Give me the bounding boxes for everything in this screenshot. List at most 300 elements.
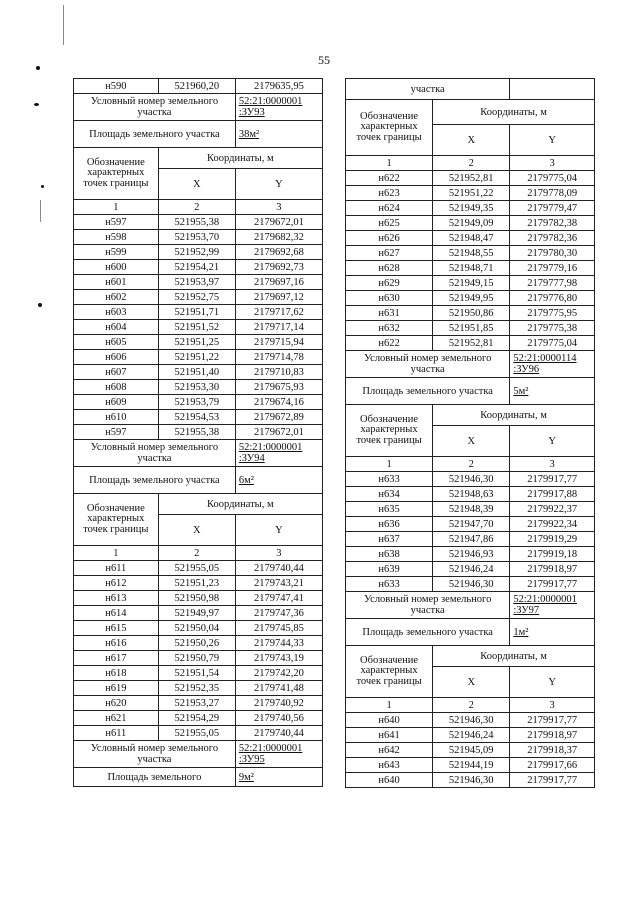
coord-y: 2179775,95 xyxy=(510,306,595,321)
scan-dot xyxy=(41,185,44,188)
right-column xyxy=(345,78,595,788)
area-label: Площадь земельного участка xyxy=(346,619,510,646)
area-value: 1м² xyxy=(510,619,595,646)
coord-x: 521955,05 xyxy=(158,561,235,576)
designation-header: Обозначение характерных точек границы xyxy=(74,494,159,546)
scan-dot xyxy=(38,303,42,307)
coord-y: 2179782,38 xyxy=(510,216,595,231)
coord-y: 2179918,37 xyxy=(510,743,595,758)
coord-y: 2179922,37 xyxy=(510,502,595,517)
col-num: 1 xyxy=(346,457,433,472)
coord-x: 521949,35 xyxy=(433,201,510,216)
cond-number-label: Условный номер земельного участка xyxy=(346,592,510,619)
point-id: н607 xyxy=(74,365,159,380)
coord-x: 521949,15 xyxy=(433,276,510,291)
coord-x: 521951,71 xyxy=(158,305,235,320)
left-column xyxy=(73,78,323,787)
table-row xyxy=(346,517,595,532)
table-row xyxy=(74,320,323,335)
table-row xyxy=(74,275,323,290)
coord-x: 521950,79 xyxy=(158,651,235,666)
point-id: н590 xyxy=(74,79,159,94)
point-id: н638 xyxy=(346,547,433,562)
coord-y: 2179697,12 xyxy=(235,290,322,305)
table-row xyxy=(74,425,323,440)
coord-x: 521951,40 xyxy=(158,365,235,380)
coord-x: 521946,24 xyxy=(433,562,510,577)
coords-header: Координаты, м xyxy=(158,148,322,169)
table-row xyxy=(346,231,595,246)
scan-dot xyxy=(36,66,40,70)
point-id: н632 xyxy=(346,321,433,336)
coord-y: 2179692,68 xyxy=(235,245,322,260)
coord-y: 2179682,32 xyxy=(235,230,322,245)
point-id: н618 xyxy=(74,666,159,681)
point-id: н637 xyxy=(346,532,433,547)
point-id: н622 xyxy=(346,336,433,351)
table-row xyxy=(74,305,323,320)
col-num: 1 xyxy=(346,698,433,713)
point-id: н640 xyxy=(346,773,433,788)
coord-y: 2179672,01 xyxy=(235,215,322,230)
table-row xyxy=(346,171,595,186)
table-row xyxy=(74,79,323,94)
y-header: Y xyxy=(235,515,322,546)
coord-x: 521948,39 xyxy=(433,502,510,517)
coord-y: 2179672,89 xyxy=(235,410,322,425)
point-id: н627 xyxy=(346,246,433,261)
area-label: Площадь земельного участка xyxy=(74,467,236,494)
table-row xyxy=(346,321,595,336)
designation-header: Обозначение характерных точек границы xyxy=(74,148,159,200)
coord-x: 521951,25 xyxy=(158,335,235,350)
coord-y: 2179745,85 xyxy=(235,621,322,636)
point-id: н621 xyxy=(74,711,159,726)
area-row xyxy=(74,467,323,494)
table-row xyxy=(346,201,595,216)
x-header: X xyxy=(433,426,510,457)
cadastral-number: 52:21:0000114 :ЗУ96 xyxy=(510,351,595,378)
continuation-label: участка xyxy=(346,79,510,100)
table-row xyxy=(346,547,595,562)
table-row xyxy=(74,636,323,651)
col-num: 2 xyxy=(433,156,510,171)
point-id: н613 xyxy=(74,591,159,606)
page-number: 55 xyxy=(318,53,330,67)
table-row xyxy=(346,743,595,758)
coord-y: 2179740,44 xyxy=(235,726,322,741)
point-id: н605 xyxy=(74,335,159,350)
coord-x: 521948,63 xyxy=(433,487,510,502)
area-row xyxy=(346,619,595,646)
table-row xyxy=(346,291,595,306)
coord-x: 521955,38 xyxy=(158,425,235,440)
point-id: н622 xyxy=(346,171,433,186)
point-id: н611 xyxy=(74,726,159,741)
coord-x: 521951,22 xyxy=(433,186,510,201)
header-row xyxy=(74,494,323,515)
point-id: н615 xyxy=(74,621,159,636)
coord-x: 521946,93 xyxy=(433,547,510,562)
coord-x: 521951,52 xyxy=(158,320,235,335)
area-label: Площадь земельного xyxy=(74,768,236,787)
point-id: н606 xyxy=(74,350,159,365)
coord-x: 521955,38 xyxy=(158,215,235,230)
point-id: н609 xyxy=(74,395,159,410)
coord-y: 2179674,16 xyxy=(235,395,322,410)
coord-x: 521953,79 xyxy=(158,395,235,410)
coord-y: 2179714,78 xyxy=(235,350,322,365)
point-id: н617 xyxy=(74,651,159,666)
point-id: н624 xyxy=(346,201,433,216)
col-num: 1 xyxy=(74,546,159,561)
coord-y: 2179697,16 xyxy=(235,275,322,290)
x-header: X xyxy=(433,667,510,698)
point-id: н623 xyxy=(346,186,433,201)
table-row xyxy=(346,336,595,351)
coord-x: 521948,71 xyxy=(433,261,510,276)
coord-y: 2179717,14 xyxy=(235,320,322,335)
table-row xyxy=(74,561,323,576)
y-header: Y xyxy=(235,169,322,200)
coord-x: 521952,81 xyxy=(433,171,510,186)
table-row xyxy=(74,290,323,305)
coord-y: 2179747,41 xyxy=(235,591,322,606)
coord-x: 521950,26 xyxy=(158,636,235,651)
table-row xyxy=(74,681,323,696)
coord-y: 2179778,09 xyxy=(510,186,595,201)
coord-x: 521953,97 xyxy=(158,275,235,290)
coord-x: 521946,30 xyxy=(433,472,510,487)
point-id: н611 xyxy=(74,561,159,576)
coord-x: 521954,21 xyxy=(158,260,235,275)
coord-x: 521954,53 xyxy=(158,410,235,425)
coords-header: Координаты, м xyxy=(158,494,322,515)
table-row xyxy=(346,261,595,276)
coord-x: 521947,70 xyxy=(433,517,510,532)
point-id: н643 xyxy=(346,758,433,773)
designation-header: Обозначение характерных точек границы xyxy=(346,646,433,698)
point-id: н641 xyxy=(346,728,433,743)
table-row xyxy=(346,487,595,502)
table-row xyxy=(74,245,323,260)
coord-x: 521951,23 xyxy=(158,576,235,591)
point-id: н630 xyxy=(346,291,433,306)
table-row xyxy=(346,728,595,743)
point-id: н602 xyxy=(74,290,159,305)
continuation-row xyxy=(346,79,595,100)
left-table xyxy=(73,78,323,440)
coords-header: Координаты, м xyxy=(433,100,595,125)
coord-x: 521951,22 xyxy=(158,350,235,365)
table-row xyxy=(74,365,323,380)
area-label: Площадь земельного участка xyxy=(74,121,236,148)
table-row xyxy=(74,606,323,621)
table-row xyxy=(346,502,595,517)
area-value: 6м² xyxy=(235,467,322,494)
coord-y: 2179917,77 xyxy=(510,577,595,592)
coord-x: 521949,09 xyxy=(433,216,510,231)
coord-x: 521944,19 xyxy=(433,758,510,773)
table-row xyxy=(74,621,323,636)
point-id: н631 xyxy=(346,306,433,321)
coord-x: 521952,81 xyxy=(433,336,510,351)
coord-y: 2179743,19 xyxy=(235,651,322,666)
point-id: н634 xyxy=(346,487,433,502)
point-id: н610 xyxy=(74,410,159,425)
col-num: 3 xyxy=(510,156,595,171)
table-row xyxy=(346,713,595,728)
x-header: X xyxy=(158,169,235,200)
coord-x: 521953,27 xyxy=(158,696,235,711)
coord-y: 2179740,44 xyxy=(235,561,322,576)
table-row xyxy=(74,260,323,275)
cond-number-row xyxy=(74,440,323,467)
point-id: н608 xyxy=(74,380,159,395)
coord-x: 521952,75 xyxy=(158,290,235,305)
coord-y: 2179692,73 xyxy=(235,260,322,275)
scan-dot xyxy=(34,103,39,106)
area-value: 5м² xyxy=(510,378,595,405)
coord-x: 521950,98 xyxy=(158,591,235,606)
right-table xyxy=(345,78,595,788)
cadastral-number: 52:21:0000001 :ЗУ94 xyxy=(235,440,322,467)
point-id: н616 xyxy=(74,636,159,651)
table-row xyxy=(346,472,595,487)
coord-x: 521945,09 xyxy=(433,743,510,758)
table-row xyxy=(74,350,323,365)
point-id: н598 xyxy=(74,230,159,245)
col-num: 3 xyxy=(510,698,595,713)
table-row xyxy=(74,215,323,230)
cadastral-number: 52:21:0000001 :ЗУ95 xyxy=(235,741,322,768)
coord-y: 2179715,94 xyxy=(235,335,322,350)
coord-y: 2179917,77 xyxy=(510,773,595,788)
table-row xyxy=(74,591,323,606)
coord-y: 2179675,93 xyxy=(235,380,322,395)
cond-number-row xyxy=(346,592,595,619)
header-row xyxy=(346,646,595,667)
cond-number-row xyxy=(74,741,323,768)
coord-y: 2179919,29 xyxy=(510,532,595,547)
point-id: н597 xyxy=(74,215,159,230)
designation-header: Обозначение характерных точек границы xyxy=(346,405,433,457)
point-id: н614 xyxy=(74,606,159,621)
table-row xyxy=(74,380,323,395)
coord-x: 521949,97 xyxy=(158,606,235,621)
cadastral-number: 52:21:0000001 :ЗУ93 xyxy=(235,94,322,121)
table-row xyxy=(74,410,323,425)
coord-x: 521954,29 xyxy=(158,711,235,726)
coord-x: 521946,24 xyxy=(433,728,510,743)
point-id: н601 xyxy=(74,275,159,290)
area-row xyxy=(346,378,595,405)
table-row xyxy=(346,758,595,773)
coord-y: 2179741,48 xyxy=(235,681,322,696)
coord-y: 2179779,47 xyxy=(510,201,595,216)
point-id: н642 xyxy=(346,743,433,758)
coord-x: 521948,55 xyxy=(433,246,510,261)
coord-y: 2179917,66 xyxy=(510,758,595,773)
y-header: Y xyxy=(510,667,595,698)
point-id: н619 xyxy=(74,681,159,696)
cadastral-number: 52:21:0000001 :ЗУ97 xyxy=(510,592,595,619)
point-id: н629 xyxy=(346,276,433,291)
coord-y: 2179740,56 xyxy=(235,711,322,726)
point-id: н620 xyxy=(74,696,159,711)
point-id: н635 xyxy=(346,502,433,517)
area-value: 9м² xyxy=(235,768,322,787)
point-id: н633 xyxy=(346,577,433,592)
table-row xyxy=(346,186,595,201)
coord-y: 2179775,04 xyxy=(510,171,595,186)
coord-y: 2179744,33 xyxy=(235,636,322,651)
cond-number-label: Условный номер земельного участка xyxy=(346,351,510,378)
coord-x: 521949,95 xyxy=(433,291,510,306)
table-row xyxy=(346,306,595,321)
table-row xyxy=(74,335,323,350)
point-id: н603 xyxy=(74,305,159,320)
col-num: 1 xyxy=(346,156,433,171)
coord-x: 521946,30 xyxy=(433,713,510,728)
coord-x: 521960,20 xyxy=(158,79,235,94)
coord-x: 521950,86 xyxy=(433,306,510,321)
coord-y: 2179740,92 xyxy=(235,696,322,711)
numbering-row xyxy=(346,156,595,171)
point-id: н636 xyxy=(346,517,433,532)
x-header: X xyxy=(158,515,235,546)
coord-y: 2179917,77 xyxy=(510,713,595,728)
coord-x: 521951,85 xyxy=(433,321,510,336)
scan-mark xyxy=(63,5,64,45)
coord-x: 521948,47 xyxy=(433,231,510,246)
header-row xyxy=(74,148,323,169)
point-id: н640 xyxy=(346,713,433,728)
empty-cell xyxy=(510,79,595,100)
coord-y: 2179743,21 xyxy=(235,576,322,591)
point-id: н626 xyxy=(346,231,433,246)
cond-number-label: Условный номер земельного участка xyxy=(74,440,236,467)
table-row xyxy=(74,576,323,591)
coord-x: 521955,05 xyxy=(158,726,235,741)
table-row xyxy=(74,395,323,410)
numbering-row xyxy=(74,546,323,561)
table-row xyxy=(346,532,595,547)
col-num: 2 xyxy=(433,457,510,472)
cond-number-label: Условный номер земельного участка xyxy=(74,741,236,768)
coord-y: 2179635,95 xyxy=(235,79,322,94)
cond-number-row xyxy=(346,351,595,378)
col-num: 3 xyxy=(235,546,322,561)
table-row xyxy=(74,711,323,726)
numbering-row xyxy=(346,457,595,472)
coord-x: 521946,30 xyxy=(433,577,510,592)
left-table-2 xyxy=(73,440,323,787)
coord-y: 2179710,83 xyxy=(235,365,322,380)
table-row xyxy=(346,276,595,291)
point-id: н633 xyxy=(346,472,433,487)
table-row xyxy=(74,230,323,245)
coord-x: 521946,30 xyxy=(433,773,510,788)
table-row xyxy=(74,651,323,666)
coord-x: 521953,70 xyxy=(158,230,235,245)
coord-y: 2179775,38 xyxy=(510,321,595,336)
coord-y: 2179780,30 xyxy=(510,246,595,261)
coord-y: 2179922,34 xyxy=(510,517,595,532)
coord-y: 2179918,97 xyxy=(510,562,595,577)
coords-header: Координаты, м xyxy=(433,405,595,426)
numbering-row xyxy=(346,698,595,713)
coord-y: 2179777,98 xyxy=(510,276,595,291)
point-id: н612 xyxy=(74,576,159,591)
area-label: Площадь земельного участка xyxy=(346,378,510,405)
table-row xyxy=(346,216,595,231)
coord-y: 2179742,20 xyxy=(235,666,322,681)
point-id: н597 xyxy=(74,425,159,440)
coord-y: 2179775,04 xyxy=(510,336,595,351)
coord-x: 521952,99 xyxy=(158,245,235,260)
area-row xyxy=(74,121,323,148)
x-header: X xyxy=(433,125,510,156)
coord-y: 2179917,88 xyxy=(510,487,595,502)
col-num: 3 xyxy=(235,200,322,215)
numbering-row xyxy=(74,200,323,215)
coord-x: 521953,30 xyxy=(158,380,235,395)
point-id: н599 xyxy=(74,245,159,260)
point-id: н600 xyxy=(74,260,159,275)
table-row xyxy=(74,696,323,711)
cond-number-row xyxy=(74,94,323,121)
y-header: Y xyxy=(510,426,595,457)
coord-y: 2179779,16 xyxy=(510,261,595,276)
scan-mark xyxy=(40,200,41,222)
table-row xyxy=(346,246,595,261)
coord-y: 2179672,01 xyxy=(235,425,322,440)
area-row xyxy=(74,768,323,787)
header-row xyxy=(346,100,595,125)
y-header: Y xyxy=(510,125,595,156)
table-row xyxy=(74,666,323,681)
point-id: н604 xyxy=(74,320,159,335)
coord-x: 521952,35 xyxy=(158,681,235,696)
col-num: 3 xyxy=(510,457,595,472)
coords-header: Координаты, м xyxy=(433,646,595,667)
col-num: 2 xyxy=(158,200,235,215)
coord-x: 521947,86 xyxy=(433,532,510,547)
coord-y: 2179747,36 xyxy=(235,606,322,621)
coord-x: 521950,04 xyxy=(158,621,235,636)
coord-y: 2179917,77 xyxy=(510,472,595,487)
area-value: 38м² xyxy=(235,121,322,148)
table-row xyxy=(346,577,595,592)
table-row xyxy=(74,726,323,741)
table-row xyxy=(346,773,595,788)
cond-number-label: Условный номер земельного участка xyxy=(74,94,236,121)
col-num: 2 xyxy=(158,546,235,561)
col-num: 1 xyxy=(74,200,159,215)
coord-x: 521951,54 xyxy=(158,666,235,681)
point-id: н639 xyxy=(346,562,433,577)
coord-y: 2179782,36 xyxy=(510,231,595,246)
coord-y: 2179717,62 xyxy=(235,305,322,320)
designation-header: Обозначение характерных точек границы xyxy=(346,100,433,156)
table-row xyxy=(346,562,595,577)
header-row xyxy=(346,405,595,426)
coord-y: 2179776,80 xyxy=(510,291,595,306)
coord-y: 2179918,97 xyxy=(510,728,595,743)
point-id: н628 xyxy=(346,261,433,276)
col-num: 2 xyxy=(433,698,510,713)
